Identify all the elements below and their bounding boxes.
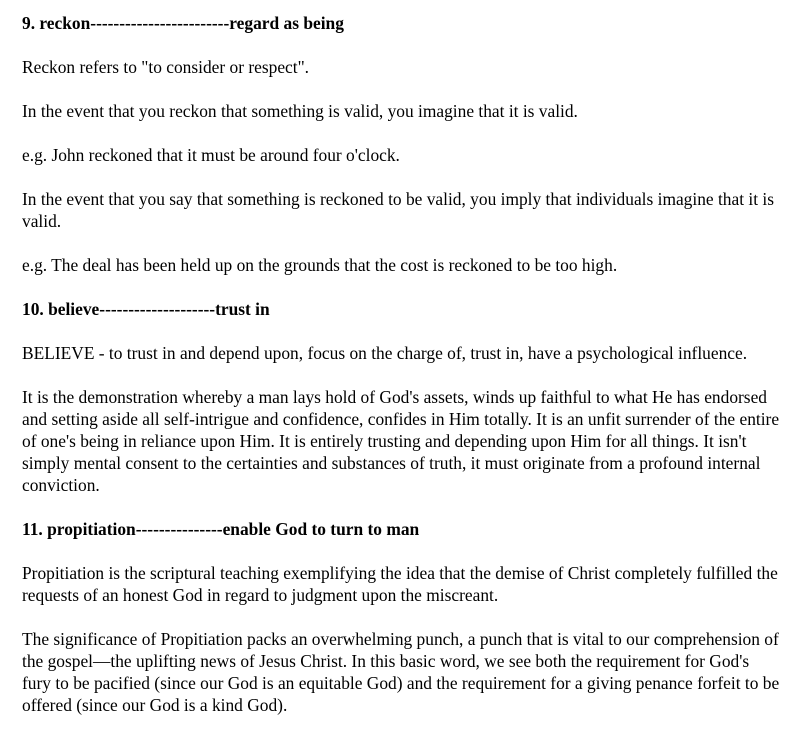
paragraph: In the event that you reckon that something is valid, you imagine that it is valid. [22, 101, 578, 121]
paragraph: In the event that you say that something is reckoned to be valid, you imply that individuals imagine that it is valid. [22, 189, 775, 231]
paragraph: Propitiation is the scriptural teaching exemplifying the idea that the demise of Christ completely fulfilled the requests of an honest God in regard to judgment upon the miscreant. [22, 563, 778, 605]
paragraph: Reckon refers to "to consider or respect". [22, 57, 310, 77]
document-body [22, 12, 782, 716]
section-heading-believe: 10. believe--------------------trust in [22, 299, 270, 319]
section-heading-propitiation: 11. propitiation---------------enable God to turn to man [22, 519, 420, 539]
example-paragraph: e.g. The deal has been held up on the grounds that the cost is reckoned to be too high. [22, 255, 618, 275]
paragraph: BELIEVE - to trust in and depend upon, focus on the charge of, trust in, have a psychological influence. [22, 343, 748, 363]
example-paragraph: e.g. John reckoned that it must be around four o'clock. [22, 145, 400, 165]
paragraph: It is the demonstration whereby a man lays hold of God's assets, winds up faithful to what He has endorsed and setting aside all self-intrigue and confidence, confides in Him totally. It is an unfit surrender of the entire of one's being in reliance upon Him. It is entirely trusting and depending upon Him for all things. It isn't simply mental consent to the certainties and substances of truth, it must originate from a profound internal conviction. [22, 387, 780, 495]
paragraph: The significance of Propitiation packs an overwhelming punch, a punch that is vital to our comprehension of the gospel—the uplifting news of Jesus Christ. In this basic word, we see both the requirement for God's fury to be pacified (since our God is an equitable God) and the requirement for a giving penance forfeit to be offered (since our God is a kind God). [22, 629, 780, 715]
section-heading-reckon: 9. reckon------------------------regard as being [22, 13, 344, 33]
